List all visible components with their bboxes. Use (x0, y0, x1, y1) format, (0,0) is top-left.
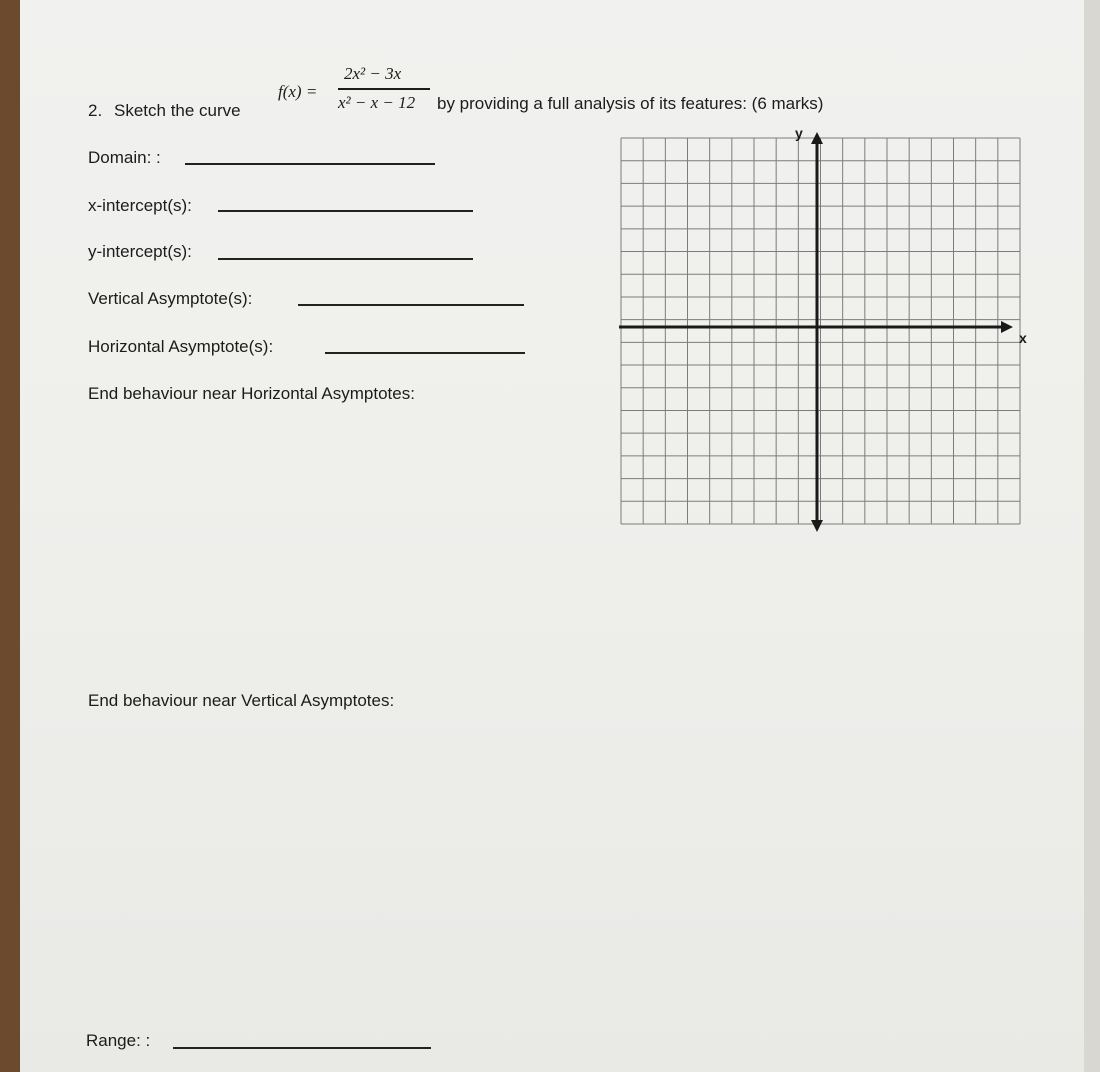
end-behaviour-horizontal-label: End behaviour near Horizontal Asymptotes: (88, 384, 415, 403)
domain-label: Domain: : (88, 148, 161, 167)
question-number: 2. (88, 101, 103, 120)
question-trail: by providing a full analysis of its features: (6 marks) (437, 94, 824, 113)
fraction-bar (338, 88, 430, 90)
function-numerator: 2x² − 3x (344, 64, 402, 83)
horizontal-asymptote-answer-line[interactable] (325, 352, 525, 354)
range-label: Range: : (86, 1031, 151, 1050)
x-intercept-answer-line[interactable] (218, 210, 473, 212)
gridlines (621, 138, 1020, 524)
domain-answer-line[interactable] (185, 163, 435, 165)
vertical-asymptote-answer-line[interactable] (298, 304, 524, 306)
function-denominator: x² − x − 12 (338, 93, 416, 112)
y-intercept-answer-line[interactable] (218, 258, 473, 260)
y-axis (811, 132, 823, 532)
page-edge (1084, 0, 1100, 1072)
question-lead: Sketch the curve (114, 101, 241, 120)
y-intercept-label: y-intercept(s): (88, 242, 192, 261)
range-answer-line[interactable] (173, 1047, 431, 1049)
graph-grid[interactable] (619, 126, 1039, 538)
end-behaviour-vertical-label: End behaviour near Vertical Asymptotes: (88, 691, 395, 710)
horizontal-asymptote-label: Horizontal Asymptote(s): (88, 337, 274, 356)
vertical-asymptote-label: Vertical Asymptote(s): (88, 289, 253, 308)
function-lhs: f(x) = (278, 82, 318, 101)
x-intercept-label: x-intercept(s): (88, 196, 192, 215)
x-axis-label: x (1019, 330, 1027, 346)
y-axis-label: y (795, 126, 803, 141)
